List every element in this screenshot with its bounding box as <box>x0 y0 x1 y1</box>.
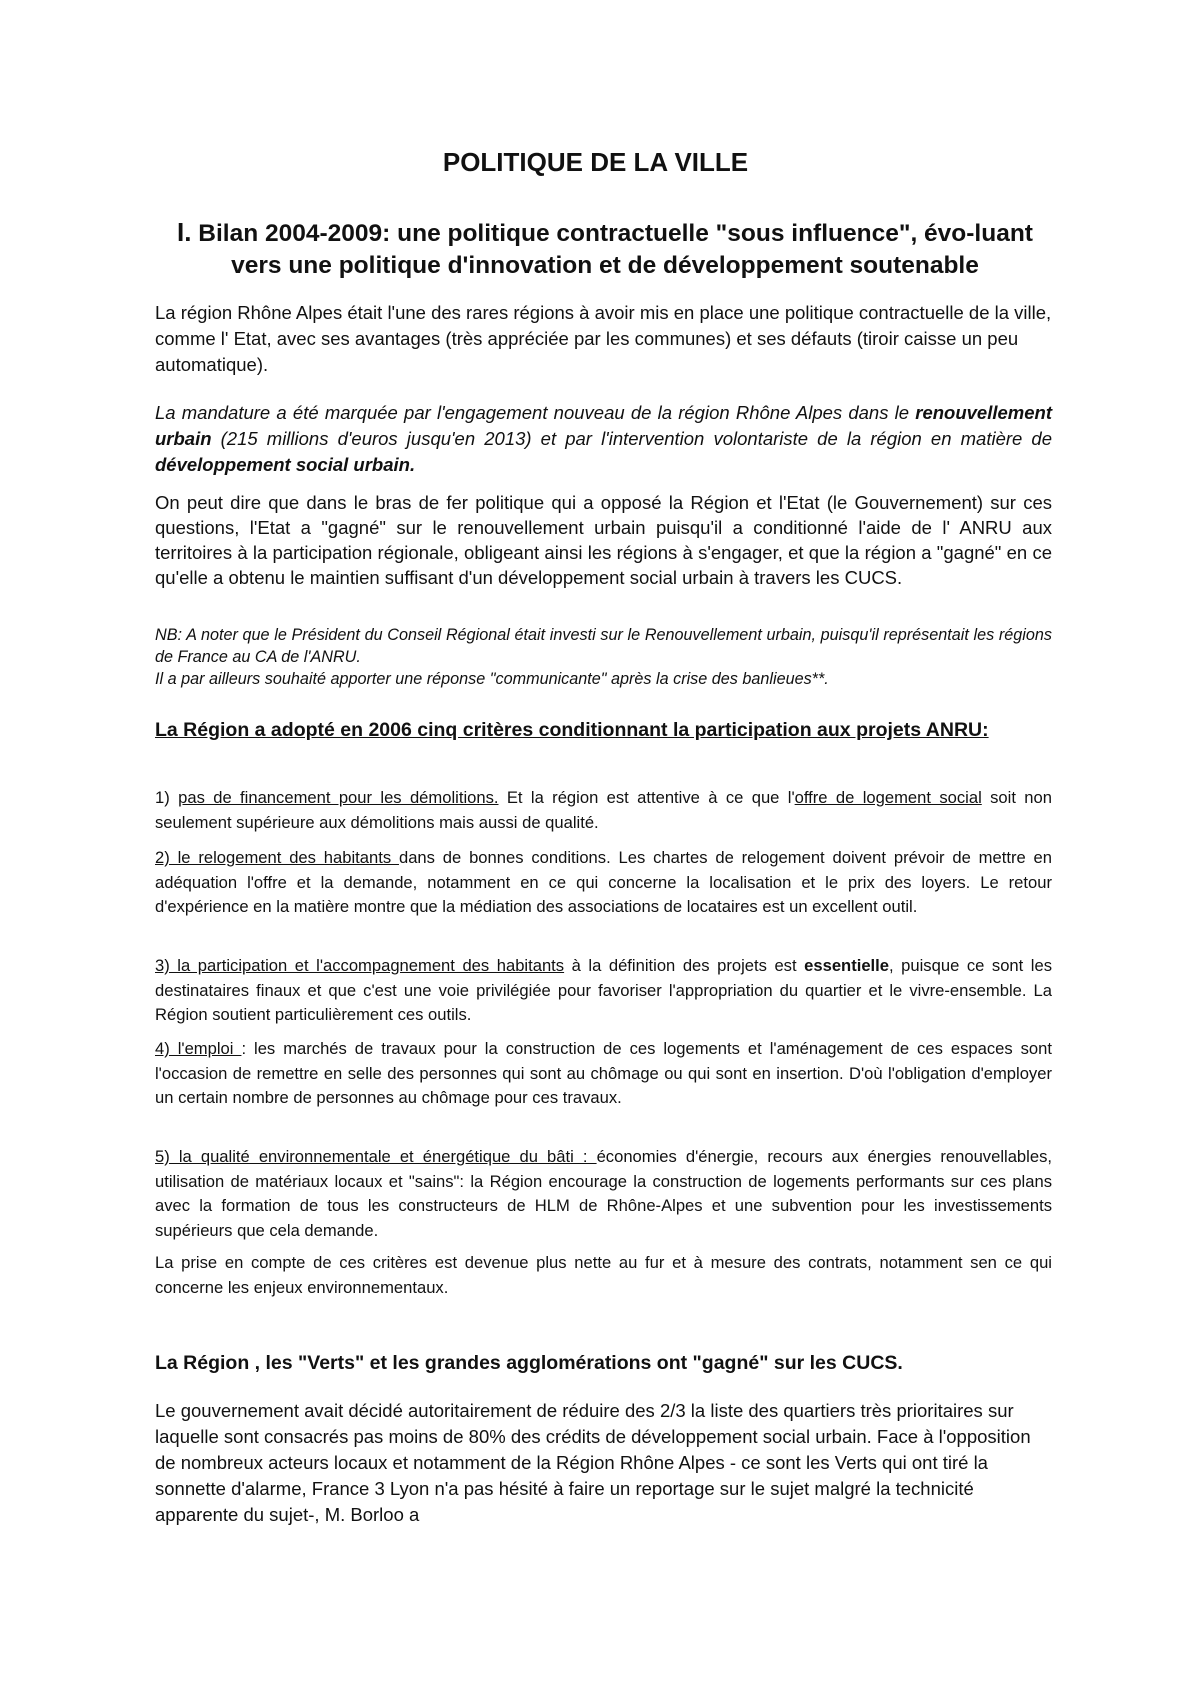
criteria-conclusion: La prise en compte de ces critères est devenue plus nette au fur et à mesure des contrats, notamment sen ce qui concerne les enjeux environnementaux. <box>155 1253 1052 1297</box>
section-title-bold: Bilan 2004-2009: <box>198 220 391 247</box>
criterion-3-underline: 3) la participation et l'accompagnement des habitants <box>155 956 565 975</box>
criterion-2-underline: 2) le relogement des habitants <box>155 848 399 867</box>
section-number: I. <box>177 217 192 247</box>
criterion-4-text: : les marchés de travaux pour la construction de ces logements et l'aménagement de ces espaces sont l'occasion de remettre en selle des personnes qui sont au chômage ou qui sont en insertion. D'où l'obligation d'employer un certain nombre de personnes au chômage pour ces travaux. <box>155 1039 1052 1108</box>
criteria-heading: La Région a adopté en 2006 cinq critères conditionnant la participation aux projets ANRU: <box>155 719 989 741</box>
nb-note-2: Il a par ailleurs souhaité apporter une réponse "communicante" après la crise des banlieues**. <box>155 670 829 688</box>
criterion-5 <box>155 1145 1052 1243</box>
criterion-2-text: dans de bonnes conditions. Les chartes de relogement doivent prévoir de mettre en adéquation l'offre et la demande, notamment en ce qui concerne la localisation et le prix des loyers. Le retour d'expérience en la matière montre que la médiation des associations de locataires est un excellent outil. <box>155 848 1052 917</box>
criterion-5-underline: 5) la qualité environnementale et énergétique du bâti : <box>155 1147 597 1166</box>
criterion-1-underline-2: offre de logement social <box>794 788 982 807</box>
criterion-2 <box>155 846 1052 920</box>
mandature-bold-2: développement social urbain. <box>155 454 416 475</box>
criterion-1-underline-1: pas de financement pour les démolitions. <box>178 788 499 807</box>
criterion-3-text-1: à la définition des projets est <box>564 956 805 975</box>
criterion-3 <box>155 954 1052 1028</box>
mandature-bold-1: renouvellement urbain <box>155 402 1052 449</box>
bras-de-fer-paragraph: On peut dire que dans le bras de fer politique qui a opposé la Région et l'Etat (le Gouvernement) sur ces questions, l'Etat a "gagné" sur le renouvellement urbain puisqu'il a conditionné l'aide de l' ANRU aux territoires à la participation régionale, obligeant ainsi les régions à s'engager, et que la région a "gagné" en ce qu'elle a obtenu le maintien suffisant d'un développement social urbain à travers les CUCS. <box>155 492 1052 588</box>
criterion-3-text-2: , puisque ce sont les destinataires finaux et que c'est une voie privilégiée pour favoriser l'appropriation du quartier et le vivre-ensemble. La Région soutient particulièrement ces outils. <box>155 956 1053 1025</box>
mandature-text-1: La mandature a été marquée par l'engagement nouveau de la région Rhône Alpes dans le <box>155 402 916 423</box>
nb-note: NB: A noter que le Président du Conseil Régional était investi sur le Renouvellement urbain, puisqu'il représentait les régions de France au CA de l'ANRU. <box>155 626 1052 666</box>
mandature-text-2: (215 millions d'euros jusqu'en 2013) et par l'intervention volontariste de la région en matière de <box>211 428 1052 449</box>
criterion-1-text-1: Et la région est attentive à ce que l' <box>498 788 795 807</box>
criterion-1 <box>155 786 1052 835</box>
criterion-3-bold: essentielle <box>804 956 890 975</box>
criterion-4-underline: 4) l'emploi <box>155 1039 242 1058</box>
criterion-5-text: économies d'énergie, recours aux énergies renouvellables, utilisation de matériaux locaux et "sains": la Région encourage la construction de logements performants sur ces plans avec la formation de tous les constructeurs de HLM de Rhône-Alpes et une subvention pour les investissements supérieurs que cela demande. <box>155 1147 1052 1240</box>
criterion-1-prefix: 1) <box>155 788 179 807</box>
cucs-heading: La Région , les "Verts" et les grandes agglomérations ont "gagné" sur les CUCS. <box>155 1352 903 1374</box>
page-title: POLITIQUE DE LA VILLE <box>442 147 749 177</box>
criterion-1-text-2: soit non seulement supérieure aux démolitions mais aussi de qualité. <box>155 788 1052 832</box>
section-title <box>160 216 1050 282</box>
criterion-4 <box>155 1037 1052 1111</box>
mandature-paragraph <box>155 400 1052 478</box>
cucs-paragraph: Le gouvernement avait décidé autoritairement de réduire des 2/3 la liste des quartiers très prioritaires sur laquelle sont consacrés pas moins de 80% des crédits de développement social urbain. Face à l'opposition de nombreux acteurs locaux et notamment de la Région Rhône Alpes - ce sont les Verts qui ont tiré la sonnette d'alarme, France 3 Lyon n'a pas hésité à faire un reportage sur le sujet malgré la technicité apparente du sujet-, M. Borloo a <box>155 1400 1031 1525</box>
intro-paragraph: La région Rhône Alpes était l'une des rares régions à avoir mis en place une politique contractuelle de la ville, comme l' Etat, avec ses avantages (très appréciée par les communes) et ses défauts (tiroir caisse un peu automatique). <box>155 302 1052 375</box>
section-title-rest: une politique contractuelle "sous influence", évo-luant vers une politique d'innovation et de développement soutenable <box>231 220 1033 279</box>
